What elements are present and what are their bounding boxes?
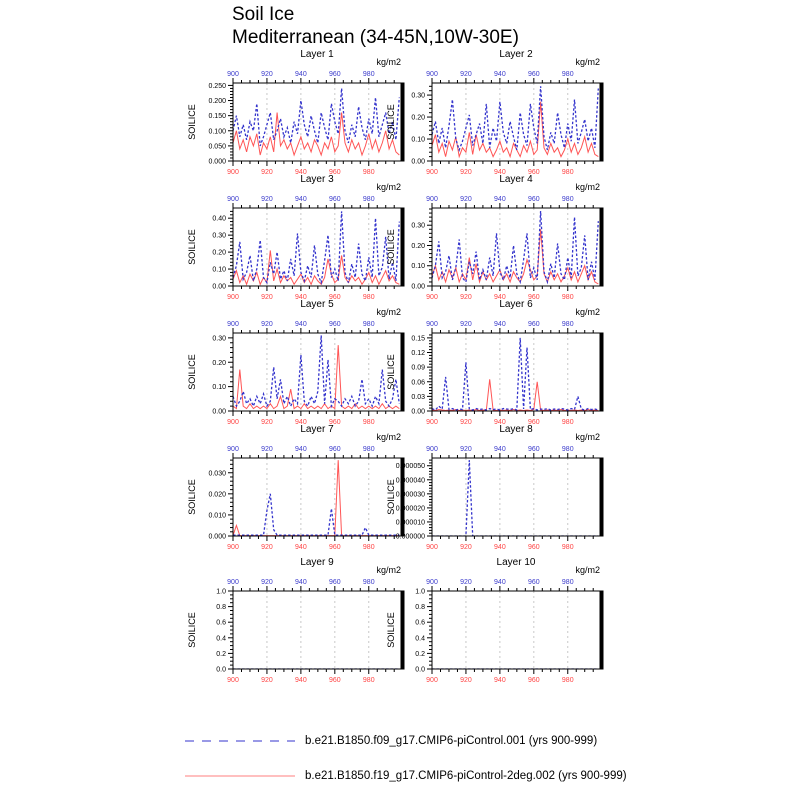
ytick-label: 0.000030 [395, 491, 425, 499]
xtick-top: 980 [561, 71, 574, 78]
xtick-bottom: 960 [328, 169, 341, 176]
subplot-title: Layer 9 [300, 557, 334, 568]
xtick-top: 900 [426, 579, 438, 586]
xtick-bottom: 940 [295, 169, 307, 176]
xtick-bottom: 960 [527, 544, 540, 551]
xtick-bottom: 980 [362, 294, 375, 301]
xtick-top: 960 [527, 71, 540, 78]
xtick-bottom: 980 [561, 294, 574, 301]
ytick-label: 0.6 [415, 619, 425, 627]
ytick-label: 0.100 [208, 128, 226, 136]
ytick-label: 0.4 [216, 635, 226, 643]
gridlines [466, 333, 568, 411]
xtick-bottom: 940 [494, 544, 506, 551]
xtick-top: 940 [295, 579, 307, 586]
ytick-label: 0.06 [411, 379, 425, 387]
xtick-bottom: 920 [460, 544, 472, 551]
series-group [432, 338, 598, 411]
ytick-label: 0.20 [411, 114, 425, 122]
subplot-labels [187, 424, 401, 551]
xtick-bottom: 900 [227, 169, 239, 176]
series-piControl.001 [432, 338, 598, 410]
xtick-top: 900 [227, 446, 239, 453]
subplot-layer-8 [370, 424, 612, 558]
ytick-label: 0.15 [411, 335, 425, 343]
xtick-top: 900 [426, 321, 438, 328]
ytick-label: 0.000050 [395, 463, 425, 471]
subplot-labels [187, 174, 401, 301]
xtick-top: 900 [227, 579, 239, 586]
xtick-top: 960 [527, 579, 540, 586]
series-group [432, 460, 598, 536]
legend-label-case1: b.e21.B1850.f09_g17.CMIP6-piControl.001 (yrs 900-999) [305, 735, 598, 747]
unit-label: kg/m2 [575, 182, 600, 192]
subplot-layer-10 [370, 557, 612, 691]
legend-item-case1 [183, 734, 627, 748]
xtick-bottom: 920 [261, 294, 273, 301]
ytick-label: 0.000010 [395, 519, 425, 527]
xtick-bottom: 940 [494, 294, 506, 301]
xtick-bottom: 920 [261, 169, 273, 176]
xtick-bottom: 900 [426, 294, 438, 301]
xtick-top: 920 [261, 71, 273, 78]
y-axis-title: SOILICE [187, 479, 197, 515]
ytick-label: 0.00 [212, 408, 226, 416]
unit-label: kg/m2 [376, 307, 401, 317]
xtick-top: 940 [494, 579, 506, 586]
gridlines [466, 591, 568, 669]
subplot-labels [386, 557, 600, 684]
xtick-top: 920 [261, 321, 273, 328]
ytick-label: 0.30 [411, 92, 425, 100]
xtick-bottom: 900 [227, 677, 239, 684]
xtick-bottom: 980 [561, 677, 574, 684]
unit-label: kg/m2 [376, 57, 401, 67]
legend-label-case2: b.e21.B1850.f19_g17.CMIP6-piControl-2deg.002 (yrs 900-999) [305, 770, 627, 782]
xtick-top: 940 [295, 71, 307, 78]
axis-ticks [427, 328, 593, 416]
xtick-top: 920 [460, 71, 472, 78]
legend [183, 734, 627, 800]
xtick-top: 960 [328, 71, 341, 78]
xtick-top: 900 [426, 71, 438, 78]
xtick-bottom: 900 [426, 169, 438, 176]
xtick-top: 960 [527, 196, 540, 203]
xtick-bottom: 960 [328, 419, 341, 426]
y-axis-title: SOILICE [187, 104, 197, 140]
xtick-bottom: 940 [494, 169, 506, 176]
xtick-bottom: 960 [328, 677, 341, 684]
ytick-label: 0.0 [216, 666, 226, 674]
xtick-bottom: 980 [561, 544, 574, 551]
xtick-bottom: 920 [261, 419, 273, 426]
xtick-bottom: 960 [328, 544, 341, 551]
ytick-label: 0.0 [415, 666, 425, 674]
xtick-bottom: 960 [527, 294, 540, 301]
ytick-label: 0.000000 [395, 533, 425, 541]
xtick-top: 980 [561, 446, 574, 453]
y-axis-title: SOILICE [386, 479, 396, 515]
ytick-label: 0.20 [212, 249, 226, 257]
xtick-top: 980 [362, 446, 375, 453]
xtick-top: 960 [527, 321, 540, 328]
xtick-bottom: 920 [460, 169, 472, 176]
xtick-bottom: 980 [362, 544, 375, 551]
xtick-top: 920 [460, 196, 472, 203]
y-axis-title: SOILICE [187, 354, 197, 390]
xtick-bottom: 920 [460, 677, 472, 684]
xtick-bottom: 900 [426, 544, 438, 551]
ytick-label: 0.2 [216, 650, 226, 658]
xtick-top: 920 [460, 321, 472, 328]
ytick-label: 0.000 [208, 533, 226, 541]
xtick-top: 940 [494, 321, 506, 328]
xtick-top: 900 [426, 446, 438, 453]
xtick-top: 940 [295, 446, 307, 453]
y-axis-title: SOILICE [187, 229, 197, 265]
ytick-label: 0.12 [411, 350, 425, 357]
legend-item-case2 [183, 769, 627, 783]
subplot-labels [187, 49, 401, 176]
subplot-title: Layer 4 [499, 174, 533, 185]
gridlines [267, 333, 369, 411]
xtick-bottom: 940 [295, 544, 307, 551]
xtick-top: 940 [494, 446, 506, 453]
xtick-bottom: 940 [494, 677, 506, 684]
ytick-label: 0.050 [208, 143, 226, 151]
legend-line-solid-icon [183, 770, 297, 782]
ytick-label: 0.010 [208, 512, 226, 520]
ytick-label: 0.10 [212, 384, 226, 392]
y-axis-title: SOILICE [386, 229, 396, 265]
xtick-bottom: 920 [460, 419, 472, 426]
ytick-label: 1.0 [216, 588, 226, 596]
xtick-top: 920 [261, 579, 273, 586]
subplot-layer-4 [370, 174, 612, 308]
xtick-top: 940 [494, 196, 506, 203]
subplot-title: Layer 1 [300, 49, 334, 60]
subplot-layer-2 [370, 49, 612, 183]
xtick-top: 940 [295, 321, 307, 328]
xtick-top: 960 [527, 446, 540, 453]
gridlines [267, 591, 369, 669]
xtick-bottom: 920 [460, 294, 472, 301]
unit-label: kg/m2 [575, 565, 600, 575]
gridlines [267, 83, 369, 161]
ytick-label: 0.000 [208, 158, 226, 166]
ytick-label: 0.200 [208, 98, 226, 106]
subplot-title: Layer 7 [300, 424, 334, 435]
ytick-label: 0.8 [415, 604, 425, 612]
xtick-bottom: 940 [295, 419, 307, 426]
xtick-bottom: 980 [561, 419, 574, 426]
series-group [432, 86, 598, 156]
ytick-label: 0.10 [411, 136, 425, 144]
ytick-label: 0.03 [411, 393, 425, 401]
ytick-label: 0.6 [216, 619, 226, 627]
xtick-top: 920 [261, 446, 273, 453]
ytick-label: 0.020 [208, 491, 226, 499]
subplot-layer-6 [370, 299, 612, 433]
xtick-bottom: 980 [362, 419, 375, 426]
unit-label: kg/m2 [376, 565, 401, 575]
subplot-labels [386, 424, 600, 551]
ytick-label: 0.00 [212, 283, 226, 291]
xtick-top: 960 [328, 446, 341, 453]
xtick-bottom: 960 [328, 294, 341, 301]
xtick-top: 900 [426, 196, 438, 203]
series-piControl-2deg.002 [432, 379, 598, 410]
xtick-bottom: 920 [261, 544, 273, 551]
ytick-label: 0.30 [212, 232, 226, 240]
subplot-title: Layer 5 [300, 299, 334, 310]
xtick-top: 960 [328, 321, 341, 328]
xtick-top: 980 [561, 579, 574, 586]
xtick-bottom: 980 [362, 677, 375, 684]
ytick-label: 0.000040 [395, 477, 425, 485]
ytick-label: 0.09 [411, 364, 425, 372]
unit-label: kg/m2 [575, 57, 600, 67]
gridlines [466, 458, 568, 536]
xtick-top: 920 [261, 196, 273, 203]
figure-title-line2: Mediterranean (34-45N,10W-30E) [232, 27, 519, 48]
xtick-bottom: 900 [227, 544, 239, 551]
ytick-label: 0.8 [216, 604, 226, 612]
xtick-bottom: 940 [494, 419, 506, 426]
subplot-title: Layer 2 [499, 49, 533, 60]
ytick-label: 0.4 [415, 635, 425, 643]
ytick-label: 0.2 [415, 650, 425, 658]
xtick-top: 980 [362, 71, 375, 78]
legend-line-dashed-icon [183, 735, 297, 747]
ytick-label: 0.250 [208, 82, 226, 90]
xtick-top: 980 [561, 196, 574, 203]
axis-ticks [427, 586, 593, 674]
ytick-label: 0.00 [411, 158, 425, 166]
ytick-label: 0.20 [212, 359, 226, 367]
y-axis-title: SOILICE [386, 104, 396, 140]
xtick-top: 920 [460, 446, 472, 453]
xtick-bottom: 900 [426, 677, 438, 684]
subplot-title: Layer 6 [499, 299, 533, 310]
xtick-bottom: 940 [295, 294, 307, 301]
axis-ticks [427, 453, 593, 541]
xtick-top: 900 [227, 71, 239, 78]
series-group [432, 211, 598, 284]
xtick-top: 980 [561, 321, 574, 328]
ytick-label: 0.40 [212, 215, 226, 223]
xtick-bottom: 940 [295, 677, 307, 684]
xtick-bottom: 920 [261, 677, 273, 684]
y-axis-title: SOILICE [187, 612, 197, 648]
xtick-top: 980 [362, 579, 375, 586]
xtick-bottom: 980 [362, 169, 375, 176]
ytick-label: 1.0 [415, 588, 425, 596]
series-piControl.001 [432, 86, 598, 150]
xtick-bottom: 960 [527, 419, 540, 426]
subplot-title: Layer 10 [496, 557, 536, 568]
unit-label: kg/m2 [376, 182, 401, 192]
ytick-label: 0.00 [411, 408, 425, 416]
ytick-label: 0.30 [212, 335, 226, 343]
unit-label: kg/m2 [376, 432, 401, 442]
ytick-label: 0.10 [411, 263, 425, 271]
ytick-label: 0.10 [212, 266, 226, 274]
xtick-top: 900 [227, 321, 239, 328]
xtick-top: 920 [460, 579, 472, 586]
y-axis-title: SOILICE [386, 354, 396, 390]
xtick-bottom: 960 [527, 169, 540, 176]
subplot-title: Layer 3 [300, 174, 334, 185]
figure-title-line1: Soil Ice [232, 4, 295, 25]
xtick-bottom: 900 [227, 294, 239, 301]
unit-label: kg/m2 [575, 432, 600, 442]
unit-label: kg/m2 [575, 307, 600, 317]
ytick-label: 0.00 [411, 283, 425, 291]
xtick-top: 960 [328, 579, 341, 586]
xtick-top: 980 [362, 196, 375, 203]
xtick-bottom: 900 [227, 419, 239, 426]
xtick-top: 940 [494, 71, 506, 78]
ytick-label: 0.000020 [395, 505, 425, 513]
ytick-label: 0.030 [208, 470, 226, 478]
subplot-title: Layer 8 [499, 424, 533, 435]
xtick-top: 940 [295, 196, 307, 203]
ytick-label: 0.150 [208, 113, 226, 121]
series-piControl.001 [432, 460, 598, 536]
xtick-bottom: 960 [527, 677, 540, 684]
ytick-label: 0.20 [411, 242, 425, 250]
ytick-label: 0.30 [411, 222, 425, 230]
xtick-top: 980 [362, 321, 375, 328]
xtick-bottom: 980 [561, 169, 574, 176]
y-axis-title: SOILICE [386, 612, 396, 648]
xtick-top: 900 [227, 196, 239, 203]
subplot-labels [187, 557, 401, 684]
xtick-top: 960 [328, 196, 341, 203]
xtick-bottom: 900 [426, 419, 438, 426]
gridlines [267, 458, 369, 536]
